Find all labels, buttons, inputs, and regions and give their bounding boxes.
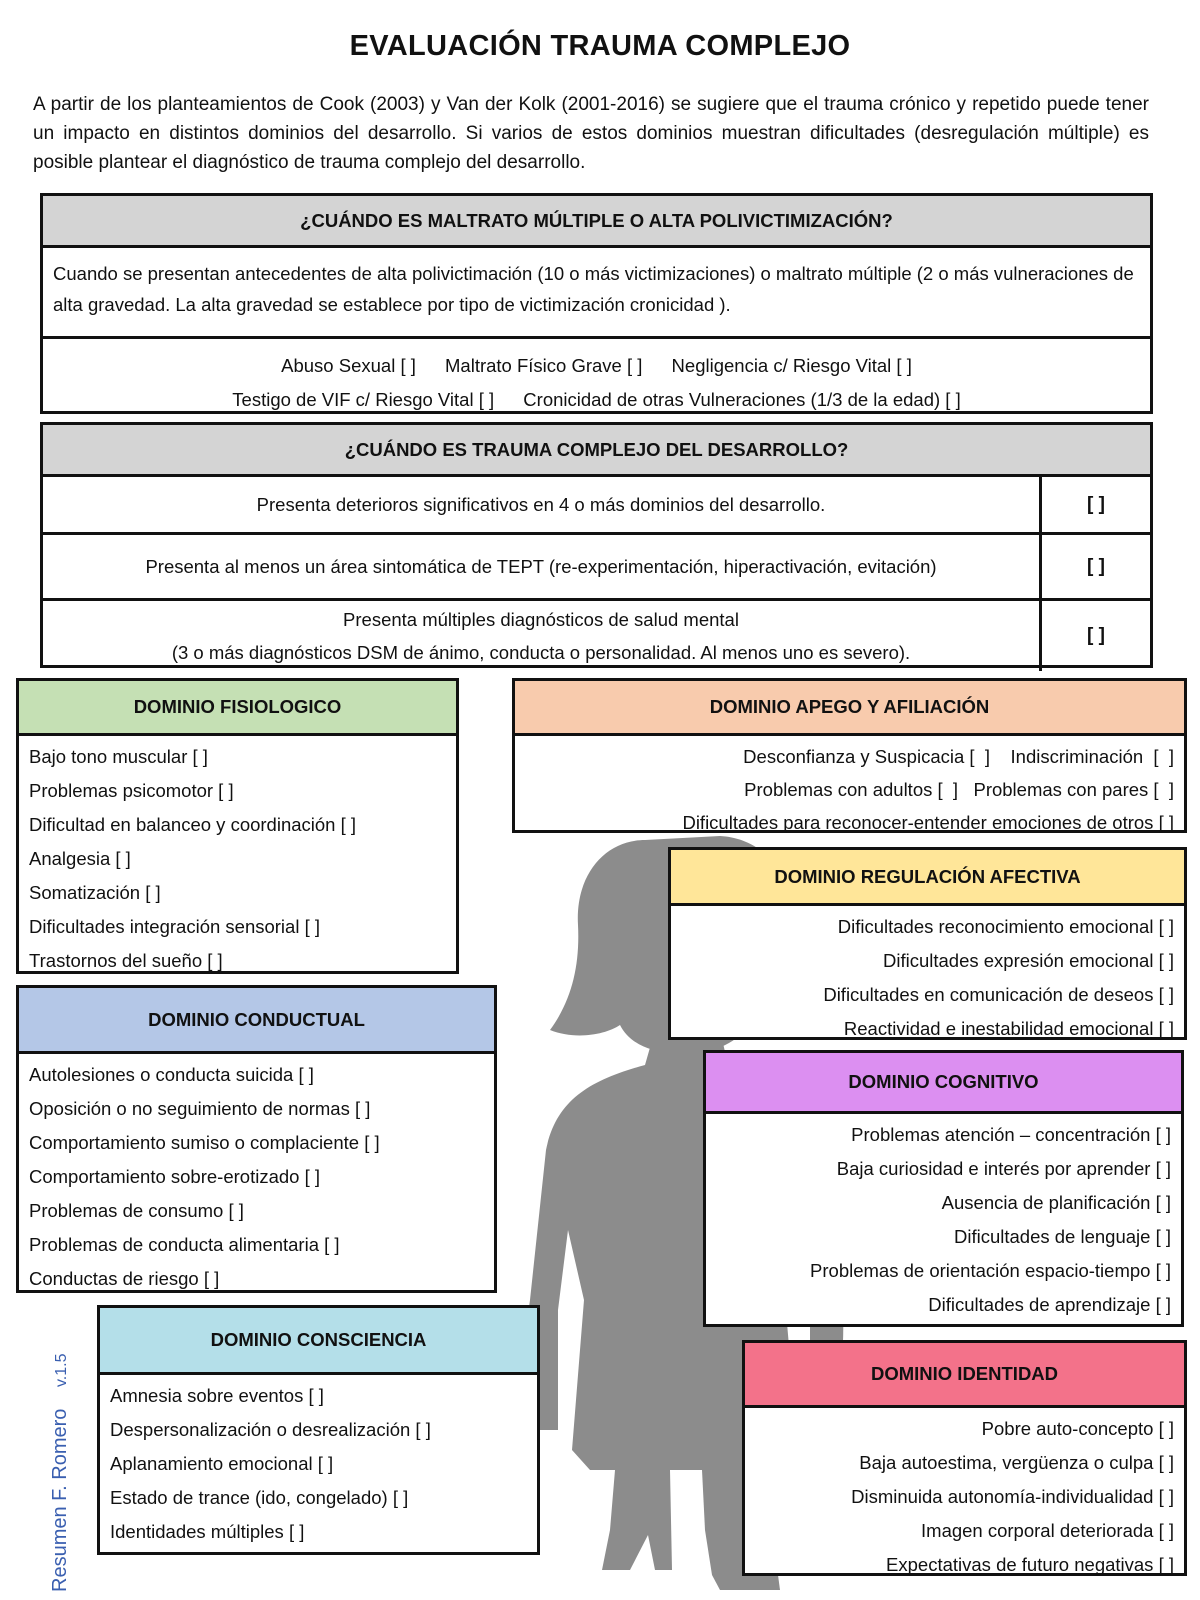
domain-consciencia-items [100,1375,537,1549]
option-abuso-sexual[interactable]: Abuso Sexual [ ] [281,355,416,376]
version-label: v.1.5 [53,1353,70,1388]
list-item[interactable]: Pobre auto-concepto [ ] [981,1418,1174,1439]
domain-consciencia [97,1305,540,1555]
maltrato-section [40,193,1153,414]
maltrato-options-row [43,349,1150,383]
trauma-criterion-note: (3 o más diagnósticos DSM de ánimo, conducta o personalidad. Al menos uno es severo). [171,642,911,663]
list-item[interactable]: Dificultades expresión emocional [ ] [882,950,1174,971]
domain-conductual [16,985,497,1293]
domain-apego [512,678,1187,833]
trauma-criterion [43,601,1042,671]
trauma-row [43,601,1150,671]
list-item[interactable]: Autolesiones o conducta suicida [ ] [29,1064,314,1085]
list-item[interactable]: Desconfianza y Suspicacia [ ] Indiscriminación [ ] [743,746,1174,767]
list-item[interactable]: Expectativas de futuro negativas [ ] [886,1554,1174,1575]
list-item[interactable]: Dificultades de lenguaje [ ] [954,1226,1171,1247]
trauma-checkbox[interactable]: [ ] [1087,625,1105,646]
domain-fisiologico [16,678,459,974]
domain-cognitivo [703,1050,1184,1327]
option-maltrato-fisico[interactable]: Maltrato Físico Grave [ ] [445,355,643,376]
trauma-row [43,477,1150,535]
list-item[interactable]: Baja curiosidad e interés por aprender [ ] [836,1158,1171,1179]
domain-consciencia-header: DOMINIO CONSCIENCIA [100,1308,537,1375]
trauma-criterion-text: Presenta deterioros significativos en 4 o más dominios del desarrollo. [256,494,826,515]
list-item[interactable]: Dificultades reconocimiento emocional [ ] [837,916,1174,937]
domain-identidad-header: DOMINIO IDENTIDAD [745,1343,1184,1408]
trauma-header: ¿CUÁNDO ES TRAUMA COMPLEJO DEL DESARROLLO? [43,425,1150,477]
domain-conductual-header: DOMINIO CONDUCTUAL [19,988,494,1054]
trauma-checkbox[interactable]: [ ] [1087,555,1105,577]
list-item[interactable]: Bajo tono muscular [ ] [29,746,208,767]
domain-regulacion-header: DOMINIO REGULACIÓN AFECTIVA [671,850,1184,906]
list-item[interactable]: Conductas de riesgo [ ] [29,1268,220,1289]
domain-identidad [742,1340,1187,1576]
option-negligencia[interactable]: Negligencia c/ Riesgo Vital [ ] [671,355,912,376]
list-item[interactable]: Imagen corporal deteriorada [ ] [921,1520,1174,1541]
domain-apego-header: DOMINIO APEGO Y AFILIACIÓN [515,681,1184,736]
author-name: Resumen F. Romero [49,1408,71,1592]
list-item[interactable]: Problemas psicomotor [ ] [29,780,234,801]
page-title: EVALUACIÓN TRAUMA COMPLEJO [349,30,851,62]
maltrato-options [43,339,1150,417]
list-item[interactable]: Problemas de consumo [ ] [29,1200,244,1221]
list-item[interactable]: Baja autoestima, vergüenza o culpa [ ] [859,1452,1174,1473]
list-item[interactable]: Disminuida autonomía-individualidad [ ] [851,1486,1174,1507]
list-item[interactable]: Trastornos del sueño [ ] [29,950,223,971]
maltrato-description: Cuando se presentan antecedentes de alta polivictimación (10 o más victimizaciones) o maltrato múltiple (2 o más vulneraciones de alta gravedad. La alta gravedad se establece por tipo de victimización cronicidad ). [43,248,1150,339]
list-item[interactable]: Comportamiento sobre-erotizado [ ] [29,1166,320,1187]
intro-paragraph: A partir de los planteamientos de Cook (2003) y Van der Kolk (2001-2016) se sugiere que el trauma crónico y repetido puede tener un impacto en distintos dominios del desarrollo. Si varios de estos dominios muestran dificultades (desregulación múltiple) es posible plantear el diagnóstico de trauma complejo del desarrollo. [33,94,1149,173]
domain-regulacion [668,847,1187,1040]
domain-identidad-items [745,1408,1184,1582]
list-item[interactable]: Dificultades integración sensorial [ ] [29,916,321,937]
maltrato-options-row [43,383,1150,417]
domain-cognitivo-header: DOMINIO COGNITIVO [706,1053,1181,1114]
option-cronicidad[interactable]: Cronicidad de otras Vulneraciones (1/3 de la edad) [ ] [523,389,961,410]
list-item[interactable]: Problemas con adultos [ ] Problemas con pares [ ] [744,779,1174,800]
trauma-checkbox[interactable]: [ ] [1087,493,1105,515]
maltrato-header: ¿CUÁNDO ES MALTRATO MÚLTIPLE O ALTA POLIVICTIMIZACIÓN? [43,196,1150,248]
trauma-row [43,535,1150,601]
list-item[interactable]: Somatización [ ] [29,882,161,903]
list-item[interactable]: Aplanamiento emocional [ ] [110,1453,334,1474]
list-item[interactable]: Analgesia [ ] [29,848,131,869]
list-item[interactable]: Problemas atención – concentración [ ] [851,1124,1171,1145]
list-item[interactable]: Ausencia de planificación [ ] [941,1192,1171,1213]
trauma-criterion-text: Presenta al menos un área sintomática de TEPT (re-experimentación, hiperactivación, evitación) [145,556,937,577]
list-item[interactable]: Problemas de orientación espacio-tiempo [ ] [810,1260,1171,1281]
list-item[interactable]: Estado de trance (ido, congelado) [ ] [110,1487,409,1508]
domain-conductual-items [19,1054,494,1296]
trauma-criterion [43,535,1042,598]
domain-cognitivo-items [706,1114,1181,1322]
trauma-criterion [43,477,1042,532]
author-credit [44,1320,74,1595]
trauma-section [40,422,1153,668]
list-item[interactable]: Dificultades para reconocer-entender emociones de otros [ ] [682,812,1174,833]
list-item[interactable]: Dificultades en comunicación de deseos [ ] [823,984,1174,1005]
list-item[interactable]: Comportamiento sumiso o complaciente [ ] [29,1132,380,1153]
list-item[interactable]: Reactividad e inestabilidad emocional [ ] [843,1018,1174,1039]
list-item[interactable]: Identidades múltiples [ ] [110,1521,305,1542]
author-credit-text [49,1353,71,1592]
list-item[interactable]: Dificultad en balanceo y coordinación [ ] [29,814,357,835]
domain-fisiologico-header: DOMINIO FISIOLOGICO [19,681,456,736]
domain-fisiologico-items [19,736,456,978]
list-item[interactable]: Dificultades de aprendizaje [ ] [928,1294,1171,1315]
list-item[interactable]: Oposición o no seguimiento de normas [ ] [29,1098,371,1119]
option-testigo-vif[interactable]: Testigo de VIF c/ Riesgo Vital [ ] [232,389,495,410]
domain-regulacion-items [671,906,1184,1046]
trauma-criterion-text: Presenta múltiples diagnósticos de salud mental [343,609,739,630]
list-item[interactable]: Despersonalización o desrealización [ ] [110,1419,431,1440]
domain-apego-items [515,736,1184,839]
list-item[interactable]: Problemas de conducta alimentaria [ ] [29,1234,340,1255]
list-item[interactable]: Amnesia sobre eventos [ ] [110,1385,324,1406]
